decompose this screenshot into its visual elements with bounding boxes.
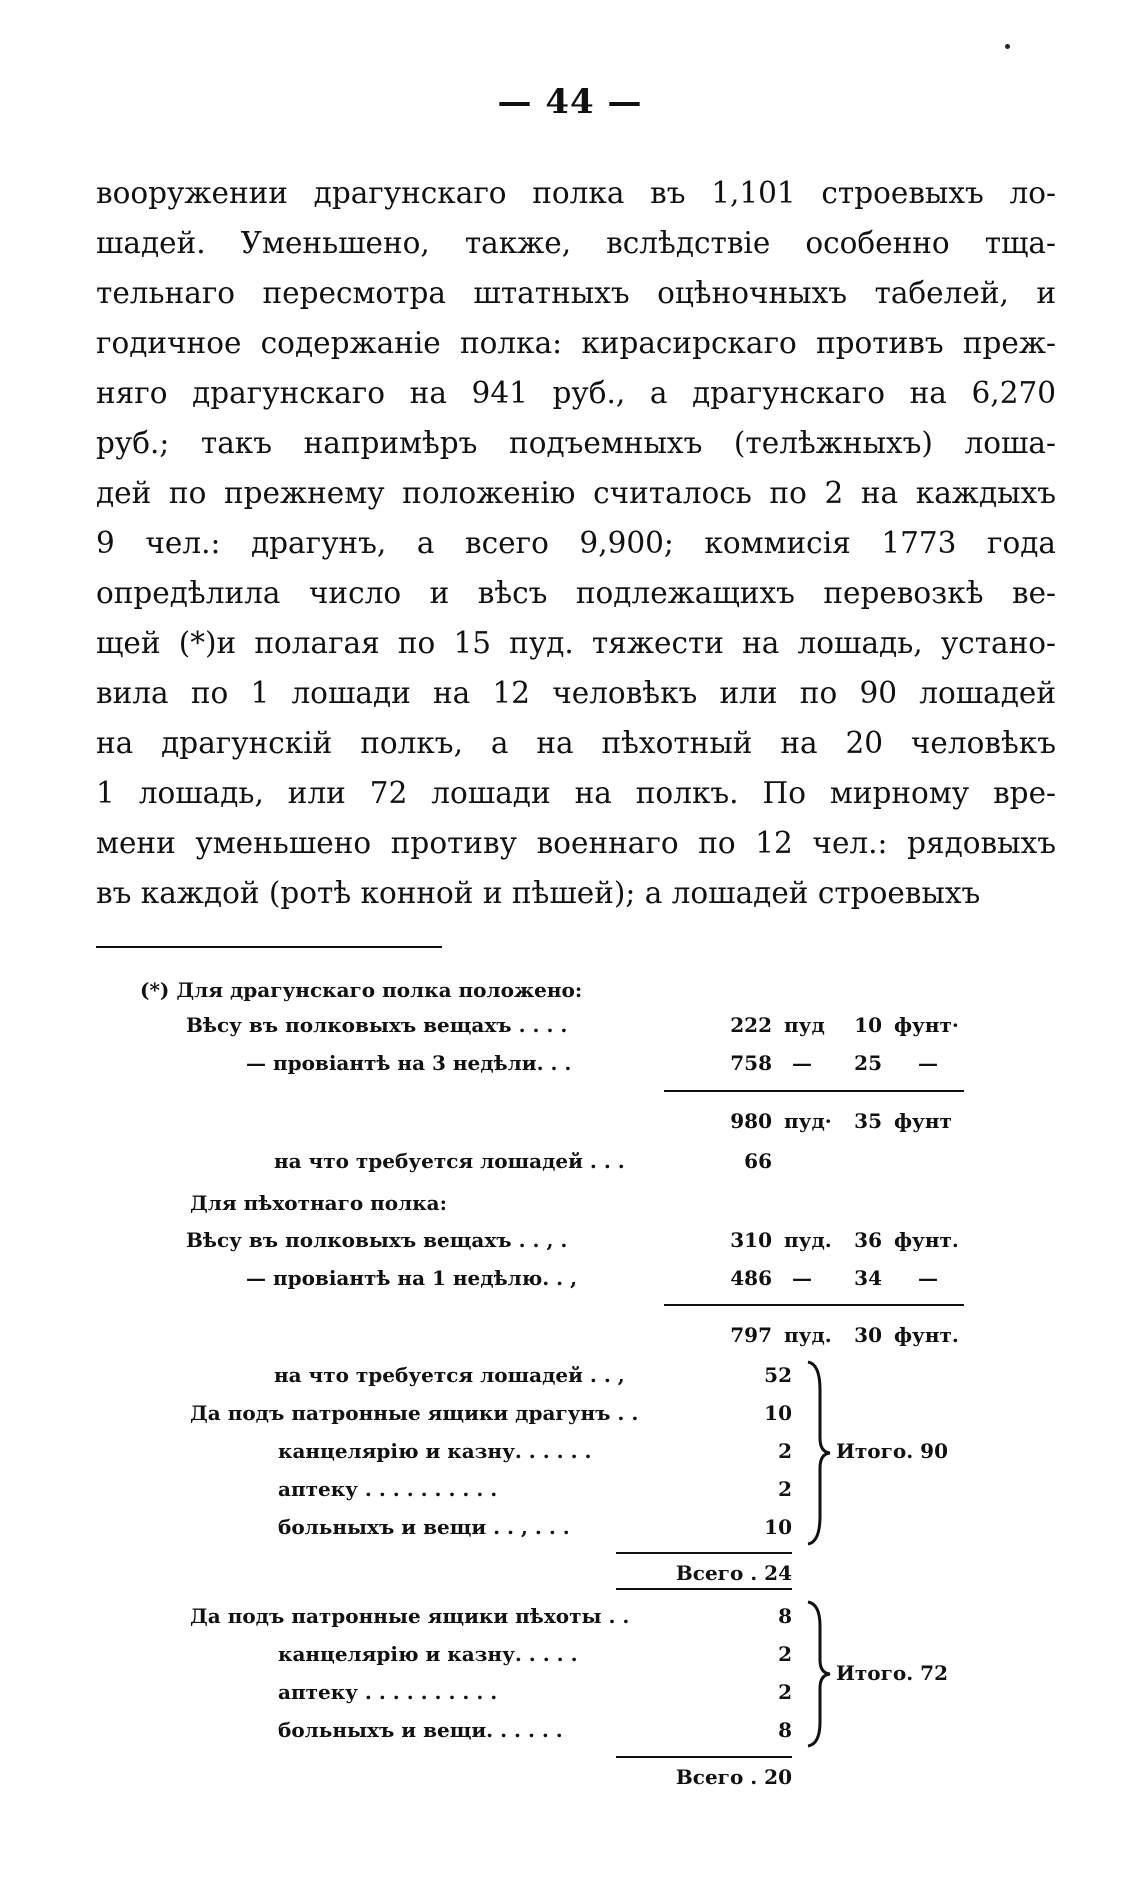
- footnote-unit: пуд: [784, 1013, 825, 1037]
- group2-sum: Всего . 20: [675, 1765, 792, 1789]
- footnote-unit2: —: [918, 1051, 938, 1075]
- footnote-heading-dragoon: (*) Для драгунскаго полка положено:: [140, 978, 583, 1002]
- footnote-total-qty: 797: [730, 1323, 772, 1347]
- footnote-total-unit: пуд·: [784, 1109, 832, 1133]
- group2-label: канцелярію и казну. . . . .: [278, 1642, 578, 1666]
- group2-label: аптеку . . . . . . . . . .: [278, 1680, 498, 1704]
- footnote-unit: —: [792, 1051, 812, 1075]
- text-line: вооружении драгунскаго полка въ 1,101 строевыхъ ло-: [96, 176, 1056, 210]
- footnote-unit2: фунт·: [894, 1013, 959, 1037]
- sum-line: [616, 1552, 792, 1554]
- group1-value: 10: [764, 1401, 792, 1425]
- group1-label: канцелярію и казну. . . . . .: [278, 1439, 592, 1463]
- footnote-qty2: 36: [854, 1228, 882, 1252]
- footnote-row-label: Вѣсу въ полковыхъ вещахъ . . , .: [186, 1228, 568, 1252]
- group2-value: 8: [778, 1718, 792, 1742]
- right-brace-icon: [804, 1360, 834, 1546]
- footnote-row-label: — провіантѣ на 3 недѣли. . .: [246, 1051, 572, 1075]
- footnote-qty: 310: [730, 1228, 772, 1252]
- footnote-horses-value: 66: [744, 1149, 772, 1173]
- group2-value: 8: [778, 1604, 792, 1628]
- text-line: 1 лошадь, или 72 лошади на полкъ. По мирному вре-: [96, 776, 1056, 810]
- footnote-heading-infantry: Для пѣхотнаго полка:: [190, 1191, 448, 1215]
- text-line: щей (*)и полагая по 15 пуд. тяжести на лошадь, устано-: [96, 626, 1056, 660]
- text-line: вила по 1 лошади на 12 человѣкъ или по 90 лошадей: [96, 676, 1056, 710]
- sum-line: [664, 1304, 964, 1306]
- group1-total: Итого. 90: [836, 1439, 948, 1463]
- text-line: на драгунскій полкъ, а на пѣхотный на 20 человѣкъ: [96, 726, 1056, 760]
- footnote-qty: 758: [730, 1051, 772, 1075]
- footnote-total-qty2: 35: [854, 1109, 882, 1133]
- text-line: няго драгунскаго на 941 руб., а драгунскаго на 6,270: [96, 376, 1056, 410]
- group1-label: Да подъ патронные ящики драгунъ . .: [190, 1401, 639, 1425]
- group1-value: 10: [764, 1515, 792, 1539]
- footnote-horses-label: на что требуется лошадей . . .: [274, 1149, 625, 1173]
- sum-line: [616, 1588, 792, 1590]
- footnote-qty2: 34: [854, 1266, 882, 1290]
- footnote-qty: 486: [730, 1266, 772, 1290]
- text-line: опредѣлила число и вѣсъ подлежащихъ перевозкѣ ве-: [96, 576, 1056, 610]
- footnote-unit: пуд.: [784, 1228, 832, 1252]
- text-line: тельнаго пересмотра штатныхъ оцѣночныхъ табелей, и: [96, 276, 1056, 310]
- footnote-total-unit2: фунт.: [894, 1323, 959, 1347]
- text-line: въ каждой (ротѣ конной и пѣшей); а лошадей строевыхъ: [96, 876, 981, 910]
- footnote-unit2: фунт.: [894, 1228, 959, 1252]
- text-line: годичное содержаніе полка: кирасирскаго противъ преж-: [96, 326, 1056, 360]
- text-line: мени уменьшено противу военнаго по 12 чел.: рядовыхъ: [96, 826, 1056, 860]
- footnote-qty2: 25: [854, 1051, 882, 1075]
- group1-label: больныхъ и вещи . . , . . .: [278, 1515, 570, 1539]
- group2-total: Итого. 72: [836, 1661, 948, 1685]
- group1-label: аптеку . . . . . . . . . .: [278, 1477, 498, 1501]
- footnote-total-qty: 980: [730, 1109, 772, 1133]
- text-line: дей по прежнему положенію считалось по 2 на каждыхъ: [96, 476, 1056, 510]
- footnote-unit2: —: [918, 1266, 938, 1290]
- group2-label: больныхъ и вещи. . . . . .: [278, 1718, 563, 1742]
- footnote-qty: 222: [730, 1013, 772, 1037]
- group1-value: 2: [778, 1439, 792, 1463]
- group2-value: 2: [778, 1680, 792, 1704]
- text-line: шадей. Уменьшено, также, вслѣдствіе особенно тща-: [96, 226, 1056, 260]
- footnote-qty2: 10: [854, 1013, 882, 1037]
- text-line: руб.; такъ напримѣръ подъемныхъ (телѣжныхъ) лошa-: [96, 426, 1056, 460]
- group2-label: Да подъ патронные ящики пѣхоты . .: [190, 1604, 630, 1628]
- group1-label: на что требуется лошадей . . ,: [274, 1363, 625, 1387]
- footnote-total-unit2: фунт: [894, 1109, 952, 1133]
- group2-value: 2: [778, 1642, 792, 1666]
- page-number: — 44 —: [497, 82, 643, 122]
- text-line: 9 чел.: драгунъ, а всего 9,900; коммисія 1773 года: [96, 526, 1056, 560]
- group1-value: 2: [778, 1477, 792, 1501]
- footnote-row-label: Вѣсу въ полковыхъ вещахъ . . . .: [186, 1013, 568, 1037]
- footnote-unit: —: [792, 1266, 812, 1290]
- footnote-total-qty2: 30: [854, 1323, 882, 1347]
- footnote-total-unit: пуд.: [784, 1323, 832, 1347]
- footnote-row-label: — провіантѣ на 1 недѣлю. . ,: [246, 1266, 578, 1290]
- group1-sum: Всего . 24: [675, 1561, 792, 1585]
- group1-value: 52: [764, 1363, 792, 1387]
- sum-line: [616, 1756, 792, 1758]
- sum-line: [664, 1090, 964, 1092]
- right-brace-icon: [804, 1600, 834, 1748]
